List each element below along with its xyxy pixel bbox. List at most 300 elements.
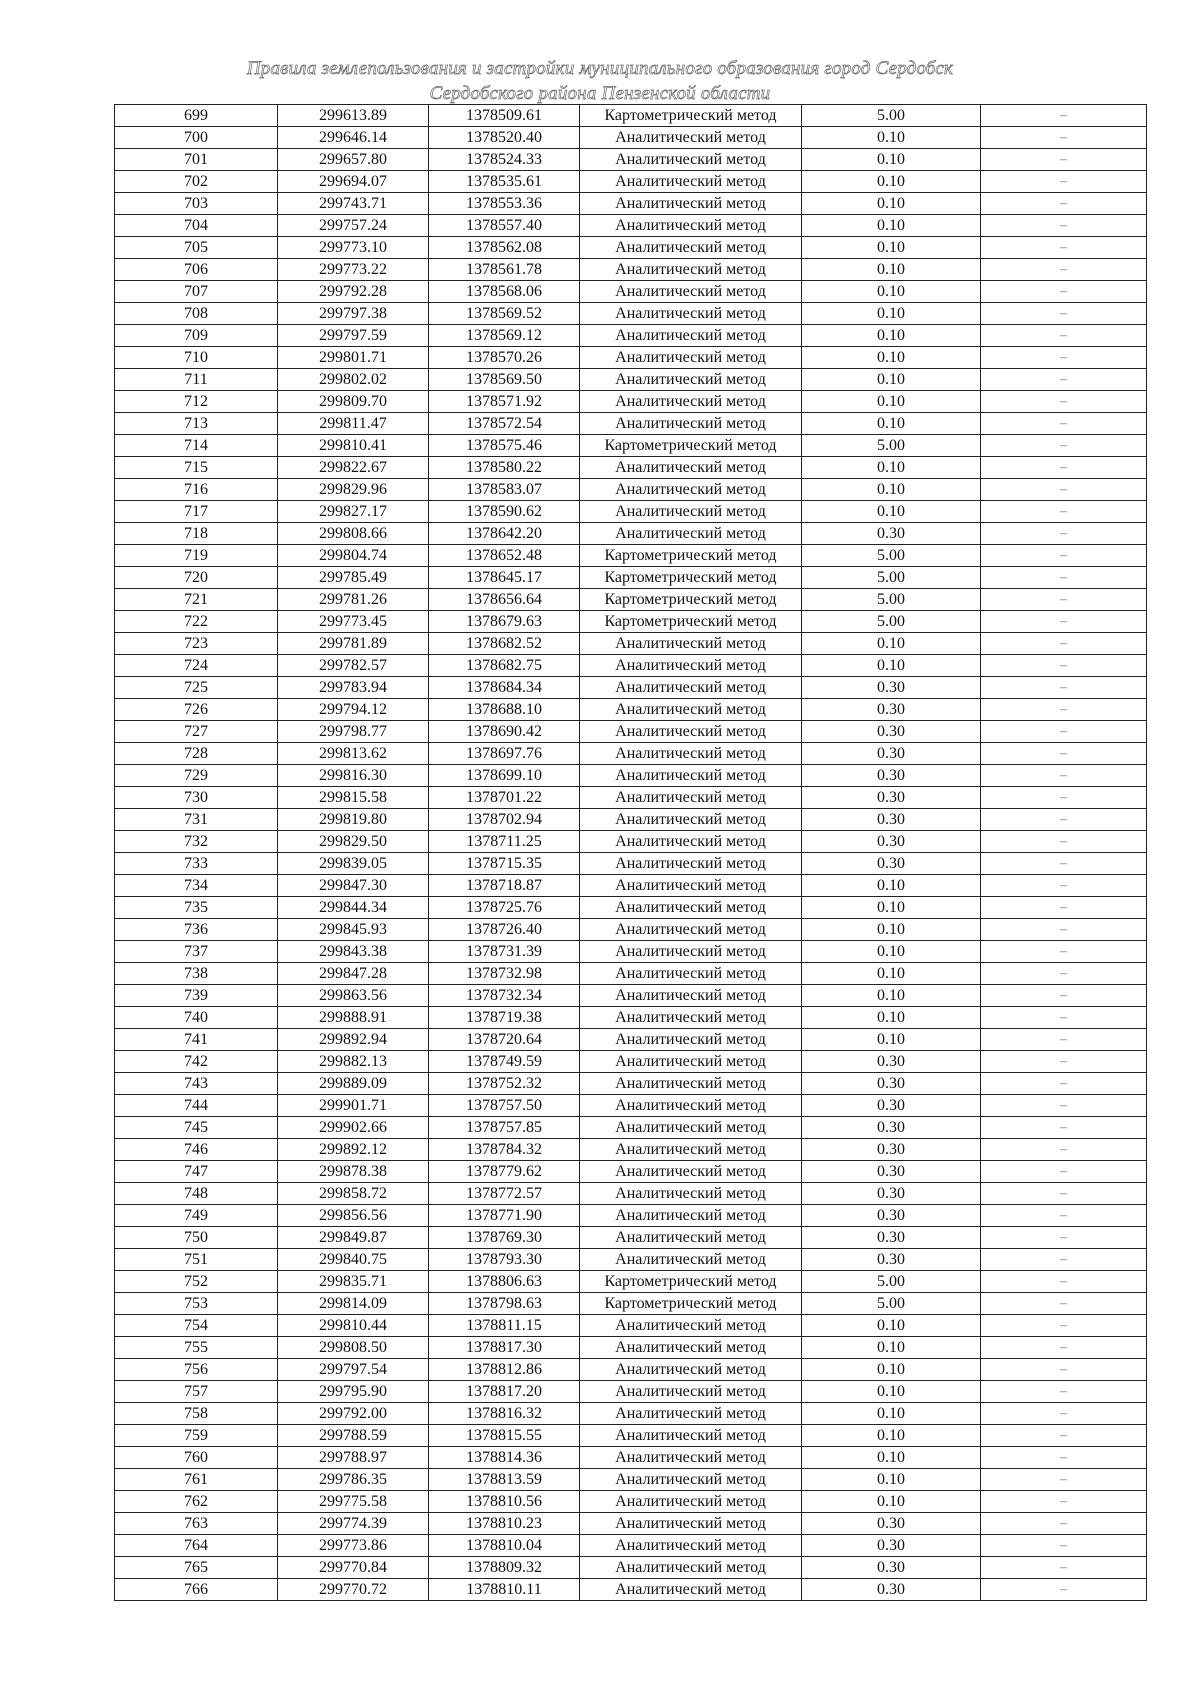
y-coordinate-cell: 1378682.52 <box>429 633 580 655</box>
y-coordinate-cell: 1378699.10 <box>429 765 580 787</box>
method-cell: Аналитический метод <box>580 853 802 875</box>
note-cell: – <box>981 523 1147 545</box>
table-row <box>115 897 1147 919</box>
point-number-cell: 730 <box>115 787 278 809</box>
table-row <box>115 1161 1147 1183</box>
table-row <box>115 1139 1147 1161</box>
y-coordinate-cell: 1378779.62 <box>429 1161 580 1183</box>
table-row <box>115 457 1147 479</box>
x-coordinate-cell: 299810.44 <box>278 1315 429 1337</box>
y-coordinate-cell: 1378697.76 <box>429 743 580 765</box>
point-number-cell: 700 <box>115 127 278 149</box>
method-cell: Аналитический метод <box>580 501 802 523</box>
point-number-cell: 733 <box>115 853 278 875</box>
note-cell: – <box>981 743 1147 765</box>
accuracy-cell: 5.00 <box>802 611 981 633</box>
note-cell: – <box>981 105 1147 127</box>
y-coordinate-cell: 1378815.55 <box>429 1425 580 1447</box>
accuracy-cell: 5.00 <box>802 1271 981 1293</box>
method-cell: Картометрический метод <box>580 589 802 611</box>
accuracy-cell: 5.00 <box>802 1293 981 1315</box>
note-cell: – <box>981 1161 1147 1183</box>
point-number-cell: 747 <box>115 1161 278 1183</box>
note-cell: – <box>981 1491 1147 1513</box>
table-row <box>115 1205 1147 1227</box>
y-coordinate-cell: 1378688.10 <box>429 699 580 721</box>
point-number-cell: 703 <box>115 193 278 215</box>
y-coordinate-cell: 1378590.62 <box>429 501 580 523</box>
table-row <box>115 369 1147 391</box>
method-cell: Аналитический метод <box>580 1029 802 1051</box>
point-number-cell: 716 <box>115 479 278 501</box>
method-cell: Аналитический метод <box>580 193 802 215</box>
x-coordinate-cell: 299646.14 <box>278 127 429 149</box>
x-coordinate-cell: 299802.02 <box>278 369 429 391</box>
note-cell: – <box>981 1579 1147 1601</box>
table-row <box>115 325 1147 347</box>
accuracy-cell: 0.10 <box>802 391 981 413</box>
y-coordinate-cell: 1378569.52 <box>429 303 580 325</box>
table-row <box>115 809 1147 831</box>
note-cell: – <box>981 1051 1147 1073</box>
note-cell: – <box>981 1381 1147 1403</box>
accuracy-cell: 0.10 <box>802 1381 981 1403</box>
y-coordinate-cell: 1378725.76 <box>429 897 580 919</box>
x-coordinate-cell: 299792.00 <box>278 1403 429 1425</box>
method-cell: Аналитический метод <box>580 1337 802 1359</box>
point-number-cell: 758 <box>115 1403 278 1425</box>
point-number-cell: 749 <box>115 1205 278 1227</box>
method-cell: Аналитический метод <box>580 1535 802 1557</box>
y-coordinate-cell: 1378575.46 <box>429 435 580 457</box>
method-cell: Аналитический метод <box>580 1249 802 1271</box>
method-cell: Аналитический метод <box>580 149 802 171</box>
note-cell: – <box>981 1095 1147 1117</box>
x-coordinate-cell: 299839.05 <box>278 853 429 875</box>
x-coordinate-cell: 299878.38 <box>278 1161 429 1183</box>
method-cell: Картометрический метод <box>580 611 802 633</box>
x-coordinate-cell: 299788.59 <box>278 1425 429 1447</box>
y-coordinate-cell: 1378679.63 <box>429 611 580 633</box>
y-coordinate-cell: 1378656.64 <box>429 589 580 611</box>
point-number-cell: 735 <box>115 897 278 919</box>
table-row <box>115 1491 1147 1513</box>
point-number-cell: 755 <box>115 1337 278 1359</box>
table-row <box>115 743 1147 765</box>
accuracy-cell: 0.10 <box>802 875 981 897</box>
note-cell: – <box>981 1315 1147 1337</box>
accuracy-cell: 0.10 <box>802 501 981 523</box>
x-coordinate-cell: 299775.58 <box>278 1491 429 1513</box>
table-row <box>115 1425 1147 1447</box>
method-cell: Аналитический метод <box>580 765 802 787</box>
x-coordinate-cell: 299843.38 <box>278 941 429 963</box>
x-coordinate-cell: 299811.47 <box>278 413 429 435</box>
y-coordinate-cell: 1378814.36 <box>429 1447 580 1469</box>
y-coordinate-cell: 1378520.40 <box>429 127 580 149</box>
note-cell: – <box>981 1425 1147 1447</box>
y-coordinate-cell: 1378810.56 <box>429 1491 580 1513</box>
method-cell: Аналитический метод <box>580 171 802 193</box>
x-coordinate-cell: 299816.30 <box>278 765 429 787</box>
x-coordinate-cell: 299809.70 <box>278 391 429 413</box>
note-cell: – <box>981 567 1147 589</box>
table-row <box>115 545 1147 567</box>
note-cell: – <box>981 1139 1147 1161</box>
table-row <box>115 985 1147 1007</box>
y-coordinate-cell: 1378732.98 <box>429 963 580 985</box>
accuracy-cell: 0.10 <box>802 457 981 479</box>
table-row <box>115 1029 1147 1051</box>
note-cell: – <box>981 1557 1147 1579</box>
accuracy-cell: 0.30 <box>802 1161 981 1183</box>
point-number-cell: 740 <box>115 1007 278 1029</box>
table-row <box>115 1249 1147 1271</box>
method-cell: Аналитический метод <box>580 699 802 721</box>
method-cell: Аналитический метод <box>580 1403 802 1425</box>
method-cell: Аналитический метод <box>580 875 802 897</box>
accuracy-cell: 0.10 <box>802 1359 981 1381</box>
method-cell: Аналитический метод <box>580 215 802 237</box>
table-row <box>115 1315 1147 1337</box>
y-coordinate-cell: 1378642.20 <box>429 523 580 545</box>
x-coordinate-cell: 299797.59 <box>278 325 429 347</box>
y-coordinate-cell: 1378682.75 <box>429 655 580 677</box>
accuracy-cell: 0.10 <box>802 1447 981 1469</box>
note-cell: – <box>981 853 1147 875</box>
x-coordinate-cell: 299849.87 <box>278 1227 429 1249</box>
note-cell: – <box>981 1205 1147 1227</box>
x-coordinate-cell: 299797.38 <box>278 303 429 325</box>
note-cell: – <box>981 1513 1147 1535</box>
table-row <box>115 1271 1147 1293</box>
table-row <box>115 1403 1147 1425</box>
x-coordinate-cell: 299743.71 <box>278 193 429 215</box>
accuracy-cell: 0.30 <box>802 1117 981 1139</box>
accuracy-cell: 0.10 <box>802 171 981 193</box>
accuracy-cell: 0.10 <box>802 303 981 325</box>
note-cell: – <box>981 765 1147 787</box>
method-cell: Аналитический метод <box>580 347 802 369</box>
y-coordinate-cell: 1378771.90 <box>429 1205 580 1227</box>
method-cell: Аналитический метод <box>580 325 802 347</box>
y-coordinate-cell: 1378570.26 <box>429 347 580 369</box>
accuracy-cell: 0.10 <box>802 1315 981 1337</box>
x-coordinate-cell: 299786.35 <box>278 1469 429 1491</box>
table-row <box>115 1579 1147 1601</box>
x-coordinate-cell: 299795.90 <box>278 1381 429 1403</box>
x-coordinate-cell: 299901.71 <box>278 1095 429 1117</box>
accuracy-cell: 0.10 <box>802 963 981 985</box>
accuracy-cell: 0.10 <box>802 985 981 1007</box>
x-coordinate-cell: 299835.71 <box>278 1271 429 1293</box>
method-cell: Аналитический метод <box>580 985 802 1007</box>
note-cell: – <box>981 1359 1147 1381</box>
note-cell: – <box>981 699 1147 721</box>
accuracy-cell: 0.10 <box>802 1491 981 1513</box>
y-coordinate-cell: 1378813.59 <box>429 1469 580 1491</box>
y-coordinate-cell: 1378769.30 <box>429 1227 580 1249</box>
point-number-cell: 705 <box>115 237 278 259</box>
y-coordinate-cell: 1378702.94 <box>429 809 580 831</box>
point-number-cell: 731 <box>115 809 278 831</box>
point-number-cell: 712 <box>115 391 278 413</box>
note-cell: – <box>981 809 1147 831</box>
y-coordinate-cell: 1378772.57 <box>429 1183 580 1205</box>
method-cell: Аналитический метод <box>580 369 802 391</box>
table-row <box>115 127 1147 149</box>
table-row <box>115 567 1147 589</box>
x-coordinate-cell: 299892.12 <box>278 1139 429 1161</box>
x-coordinate-cell: 299822.67 <box>278 457 429 479</box>
table-row <box>115 589 1147 611</box>
x-coordinate-cell: 299788.97 <box>278 1447 429 1469</box>
accuracy-cell: 0.10 <box>802 259 981 281</box>
note-cell: – <box>981 1403 1147 1425</box>
y-coordinate-cell: 1378810.11 <box>429 1579 580 1601</box>
table-row <box>115 105 1147 127</box>
method-cell: Аналитический метод <box>580 303 802 325</box>
x-coordinate-cell: 299889.09 <box>278 1073 429 1095</box>
note-cell: – <box>981 589 1147 611</box>
y-coordinate-cell: 1378568.06 <box>429 281 580 303</box>
y-coordinate-cell: 1378684.34 <box>429 677 580 699</box>
point-number-cell: 715 <box>115 457 278 479</box>
point-number-cell: 699 <box>115 105 278 127</box>
accuracy-cell: 0.30 <box>802 765 981 787</box>
table-row <box>115 1073 1147 1095</box>
x-coordinate-cell: 299757.24 <box>278 215 429 237</box>
point-number-cell: 736 <box>115 919 278 941</box>
accuracy-cell: 0.30 <box>802 1051 981 1073</box>
x-coordinate-cell: 299613.89 <box>278 105 429 127</box>
method-cell: Аналитический метод <box>580 1117 802 1139</box>
y-coordinate-cell: 1378784.32 <box>429 1139 580 1161</box>
point-number-cell: 748 <box>115 1183 278 1205</box>
x-coordinate-cell: 299785.49 <box>278 567 429 589</box>
y-coordinate-cell: 1378557.40 <box>429 215 580 237</box>
note-cell: – <box>981 1271 1147 1293</box>
method-cell: Аналитический метод <box>580 1073 802 1095</box>
method-cell: Аналитический метод <box>580 633 802 655</box>
y-coordinate-cell: 1378810.23 <box>429 1513 580 1535</box>
method-cell: Аналитический метод <box>580 127 802 149</box>
note-cell: – <box>981 1183 1147 1205</box>
y-coordinate-cell: 1378572.54 <box>429 413 580 435</box>
x-coordinate-cell: 299819.80 <box>278 809 429 831</box>
accuracy-cell: 0.10 <box>802 413 981 435</box>
coordinates-table-body <box>115 105 1147 1601</box>
table-row <box>115 215 1147 237</box>
point-number-cell: 744 <box>115 1095 278 1117</box>
note-cell: – <box>981 501 1147 523</box>
accuracy-cell: 5.00 <box>802 589 981 611</box>
accuracy-cell: 0.10 <box>802 193 981 215</box>
accuracy-cell: 0.10 <box>802 479 981 501</box>
point-number-cell: 754 <box>115 1315 278 1337</box>
accuracy-cell: 0.10 <box>802 655 981 677</box>
table-row <box>115 1227 1147 1249</box>
accuracy-cell: 0.30 <box>802 523 981 545</box>
table-row <box>115 391 1147 413</box>
method-cell: Аналитический метод <box>580 523 802 545</box>
y-coordinate-cell: 1378583.07 <box>429 479 580 501</box>
y-coordinate-cell: 1378711.25 <box>429 831 580 853</box>
accuracy-cell: 0.10 <box>802 149 981 171</box>
point-number-cell: 764 <box>115 1535 278 1557</box>
accuracy-cell: 0.30 <box>802 699 981 721</box>
method-cell: Аналитический метод <box>580 1381 802 1403</box>
method-cell: Аналитический метод <box>580 1359 802 1381</box>
table-row <box>115 193 1147 215</box>
note-cell: – <box>981 1117 1147 1139</box>
point-number-cell: 741 <box>115 1029 278 1051</box>
note-cell: – <box>981 479 1147 501</box>
accuracy-cell: 0.10 <box>802 1403 981 1425</box>
method-cell: Аналитический метод <box>580 479 802 501</box>
method-cell: Аналитический метод <box>580 391 802 413</box>
accuracy-cell: 0.10 <box>802 369 981 391</box>
method-cell: Картометрический метод <box>580 1293 802 1315</box>
accuracy-cell: 0.30 <box>802 721 981 743</box>
method-cell: Аналитический метод <box>580 1227 802 1249</box>
table-row <box>115 259 1147 281</box>
accuracy-cell: 0.30 <box>802 743 981 765</box>
note-cell: – <box>981 1007 1147 1029</box>
x-coordinate-cell: 299781.26 <box>278 589 429 611</box>
method-cell: Аналитический метод <box>580 1051 802 1073</box>
table-row <box>115 171 1147 193</box>
note-cell: – <box>981 611 1147 633</box>
accuracy-cell: 0.30 <box>802 677 981 699</box>
note-cell: – <box>981 325 1147 347</box>
method-cell: Аналитический метод <box>580 721 802 743</box>
point-number-cell: 750 <box>115 1227 278 1249</box>
method-cell: Аналитический метод <box>580 1183 802 1205</box>
y-coordinate-cell: 1378580.22 <box>429 457 580 479</box>
note-cell: – <box>981 963 1147 985</box>
x-coordinate-cell: 299808.50 <box>278 1337 429 1359</box>
accuracy-cell: 0.10 <box>802 1007 981 1029</box>
x-coordinate-cell: 299863.56 <box>278 985 429 1007</box>
point-number-cell: 743 <box>115 1073 278 1095</box>
table-row <box>115 413 1147 435</box>
note-cell: – <box>981 633 1147 655</box>
y-coordinate-cell: 1378816.32 <box>429 1403 580 1425</box>
x-coordinate-cell: 299856.56 <box>278 1205 429 1227</box>
table-row <box>115 1557 1147 1579</box>
x-coordinate-cell: 299810.41 <box>278 435 429 457</box>
accuracy-cell: 0.10 <box>802 941 981 963</box>
x-coordinate-cell: 299829.50 <box>278 831 429 853</box>
accuracy-cell: 0.30 <box>802 1205 981 1227</box>
note-cell: – <box>981 1249 1147 1271</box>
point-number-cell: 734 <box>115 875 278 897</box>
method-cell: Аналитический метод <box>580 1513 802 1535</box>
x-coordinate-cell: 299804.74 <box>278 545 429 567</box>
y-coordinate-cell: 1378812.86 <box>429 1359 580 1381</box>
note-cell: – <box>981 985 1147 1007</box>
accuracy-cell: 0.30 <box>802 809 981 831</box>
method-cell: Аналитический метод <box>580 1315 802 1337</box>
y-coordinate-cell: 1378571.92 <box>429 391 580 413</box>
accuracy-cell: 0.30 <box>802 1535 981 1557</box>
y-coordinate-cell: 1378561.78 <box>429 259 580 281</box>
method-cell: Аналитический метод <box>580 1579 802 1601</box>
x-coordinate-cell: 299783.94 <box>278 677 429 699</box>
note-cell: – <box>981 149 1147 171</box>
method-cell: Аналитический метод <box>580 831 802 853</box>
point-number-cell: 761 <box>115 1469 278 1491</box>
point-number-cell: 760 <box>115 1447 278 1469</box>
point-number-cell: 722 <box>115 611 278 633</box>
table-row <box>115 1469 1147 1491</box>
x-coordinate-cell: 299797.54 <box>278 1359 429 1381</box>
note-cell: – <box>981 303 1147 325</box>
y-coordinate-cell: 1378562.08 <box>429 237 580 259</box>
x-coordinate-cell: 299840.75 <box>278 1249 429 1271</box>
table-row <box>115 523 1147 545</box>
note-cell: – <box>981 545 1147 567</box>
y-coordinate-cell: 1378752.32 <box>429 1073 580 1095</box>
method-cell: Аналитический метод <box>580 259 802 281</box>
x-coordinate-cell: 299808.66 <box>278 523 429 545</box>
x-coordinate-cell: 299814.09 <box>278 1293 429 1315</box>
point-number-cell: 702 <box>115 171 278 193</box>
point-number-cell: 701 <box>115 149 278 171</box>
point-number-cell: 721 <box>115 589 278 611</box>
table-row <box>115 655 1147 677</box>
x-coordinate-cell: 299845.93 <box>278 919 429 941</box>
point-number-cell: 726 <box>115 699 278 721</box>
note-cell: – <box>981 171 1147 193</box>
note-cell: – <box>981 391 1147 413</box>
method-cell: Аналитический метод <box>580 787 802 809</box>
table-row <box>115 765 1147 787</box>
point-number-cell: 753 <box>115 1293 278 1315</box>
note-cell: – <box>981 655 1147 677</box>
point-number-cell: 762 <box>115 1491 278 1513</box>
note-cell: – <box>981 831 1147 853</box>
method-cell: Аналитический метод <box>580 281 802 303</box>
y-coordinate-cell: 1378757.85 <box>429 1117 580 1139</box>
method-cell: Аналитический метод <box>580 1447 802 1469</box>
method-cell: Картометрический метод <box>580 435 802 457</box>
method-cell: Аналитический метод <box>580 919 802 941</box>
y-coordinate-cell: 1378726.40 <box>429 919 580 941</box>
accuracy-cell: 0.10 <box>802 633 981 655</box>
y-coordinate-cell: 1378798.63 <box>429 1293 580 1315</box>
note-cell: – <box>981 875 1147 897</box>
y-coordinate-cell: 1378645.17 <box>429 567 580 589</box>
table-row <box>115 1381 1147 1403</box>
y-coordinate-cell: 1378809.32 <box>429 1557 580 1579</box>
x-coordinate-cell: 299774.39 <box>278 1513 429 1535</box>
point-number-cell: 707 <box>115 281 278 303</box>
point-number-cell: 766 <box>115 1579 278 1601</box>
note-cell: – <box>981 127 1147 149</box>
method-cell: Аналитический метод <box>580 1205 802 1227</box>
note-cell: – <box>981 897 1147 919</box>
accuracy-cell: 0.10 <box>802 347 981 369</box>
method-cell: Аналитический метод <box>580 1095 802 1117</box>
note-cell: – <box>981 347 1147 369</box>
point-number-cell: 752 <box>115 1271 278 1293</box>
accuracy-cell: 0.30 <box>802 1579 981 1601</box>
method-cell: Картометрический метод <box>580 1271 802 1293</box>
x-coordinate-cell: 299815.58 <box>278 787 429 809</box>
accuracy-cell: 0.30 <box>802 1557 981 1579</box>
